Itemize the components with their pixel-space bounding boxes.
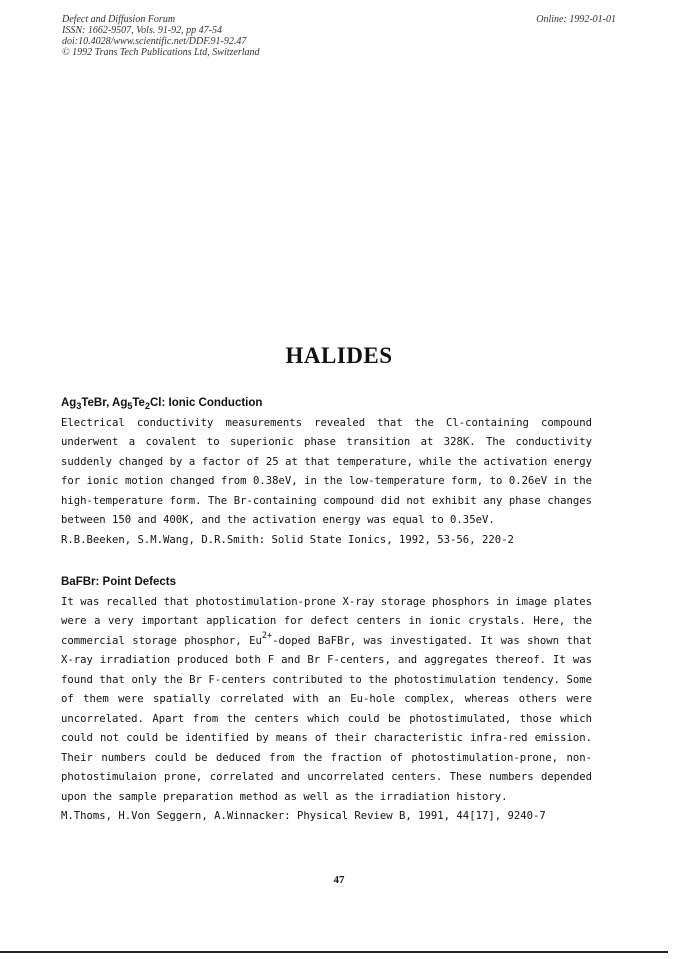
page-number: 47: [333, 874, 345, 886]
footer-rule: [0, 951, 668, 953]
title-subscript: 3: [76, 401, 82, 411]
title-part: Ag: [61, 397, 77, 409]
title-subscript: 2: [144, 401, 150, 411]
title-part: Te: [132, 397, 145, 409]
entry-ag-tebr: [61, 394, 592, 550]
journal-name: Defect and Diffusion Forum: [62, 14, 176, 25]
body-text: -doped BaFBr, was investigated. It was shown that X-ray irradiation produced both F and Br F-centers, and aggregates thereof. It was found that only the Br F-centers contributed to the photostimulation tendency. Some of them were spatially correlated with an Eu-hole complex, whereas others were uncorrelated. Apart from the centers which could be photostimulated, those which could not could be identified by means of their characteristic infra-red emission. Their numbers could be deduced from the fraction of photostimulation-prone, non-photostimulaion prone, correlated and uncorrelated centers. These numbers depended upon the sample preparation method as well as the irradiation history.: [61, 634, 592, 803]
entry-reference: M.Thoms, H.Von Seggern, A.Winnacker: Physical Review B, 1991, 44[17], 9240-7: [61, 810, 546, 822]
issn-line: ISSN: 1662-9507, Vols. 91-92, pp 47-54: [62, 25, 222, 36]
doi-line[interactable]: doi:10.4028/www.scientific.net/DDF.91-92.47: [62, 36, 247, 47]
chapter-title: HALIDES: [285, 343, 393, 368]
entry-title: BaFBr: Point Defects: [61, 576, 177, 588]
title-part: TeBr, Ag: [81, 397, 128, 409]
entry-body: [61, 593, 592, 808]
copyright-line: © 1992 Trans Tech Publications Ltd, Switzerland: [62, 47, 260, 58]
entry-body: Electrical conductivity measurements revealed that the Cl-containing compound underwent a covalent to superionic phase transition at 328K. The conductivity suddenly changed by a factor of 25 at that temperature, while the activation energy for ionic motion changed from 0.38eV, in the low-temperature form, to 0.26eV in the high-temperature form. The Br-containing compound did not exhibit any phase changes between 150 and 400K, and the activation energy was equal to 0.35eV.: [61, 416, 592, 526]
body-superscript: 2+: [261, 630, 273, 641]
title-subscript: 5: [127, 401, 133, 411]
title-part: Cl: Ionic Conduction: [149, 397, 263, 409]
entry-reference: R.B.Beeken, S.M.Wang, D.R.Smith: Solid State Ionics, 1992, 53-56, 220-2: [61, 533, 514, 546]
entry-bafbr: [61, 573, 592, 827]
journal-header: [62, 14, 260, 58]
online-date: Online: 1992-01-01: [536, 14, 616, 25]
body-text: It was recalled that photostimulation-prone X-ray storage phosphors in image plates were a very important application for defect centers in ionic crystals. Here, the commercial storage phosphor, Eu: [61, 595, 592, 647]
entry-title: [61, 394, 592, 414]
